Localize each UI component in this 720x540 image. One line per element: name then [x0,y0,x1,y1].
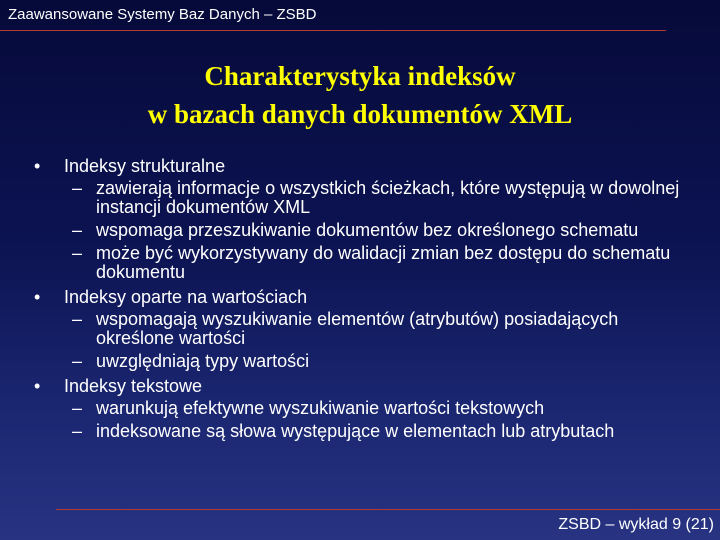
sub-bullet-text: wspomaga przeszukiwanie dokumentów bez określonego schematu [96,220,639,240]
sub-bullet [0,352,720,371]
dash-marker: – [72,220,83,240]
bullet-text-indexes [0,375,720,397]
dash-marker: – [72,421,83,441]
bullet-marker: • [34,376,41,396]
course-title: Zaawansowane Systemy Baz Danych – ZSBD [8,6,317,23]
bullet-text: Indeksy oparte na wartościach [64,287,308,307]
bullet-marker: • [34,156,41,176]
sub-bullet-text: wspomagają wyszukiwanie elementów (atrybutów) posiadających określone wartości [96,309,619,348]
dash-marker: – [72,243,83,263]
sub-bullet [0,221,720,240]
sub-bullet-text: może być wykorzystywany do walidacji zmian bez dostępu do schematu dokumentu [96,243,671,282]
sub-bullet [0,310,720,348]
footer-divider [56,509,720,510]
sub-bullet [0,244,720,282]
bullet-text: Indeksy strukturalne [64,156,226,176]
dash-marker: – [72,178,83,198]
slide-title-line-2: w bazach danych dokumentów XML [147,99,573,129]
sub-bullet-text: uwzględniają typy wartości [96,351,310,371]
bullet-list [0,155,720,445]
sub-bullet-text: indeksowane są słowa występujące w elementach lub atrybutach [96,421,615,441]
sub-bullet-text: warunkują efektywne wyszukiwanie wartości tekstowych [96,398,545,418]
dash-marker: – [72,351,83,371]
footer-lecture-label: ZSBD – wykład 9 (21) [558,516,714,533]
bullet-text: Indeksy tekstowe [64,376,203,396]
dash-marker: – [72,309,83,329]
bullet-marker: • [34,287,41,307]
sub-bullet [0,179,720,217]
dash-marker: – [72,398,83,418]
bullet-value-indexes [0,286,720,308]
sub-bullet-text: zawierają informacje o wszystkich ścieżkach, które występują w dowolnej instancji dokumentów XML [96,178,680,217]
sub-bullet [0,422,720,441]
slide-title-line-1: Charakterystyka indeksów [204,61,516,91]
bullet-structural-indexes [0,155,720,177]
header-divider [0,30,666,31]
sub-bullet [0,399,720,418]
